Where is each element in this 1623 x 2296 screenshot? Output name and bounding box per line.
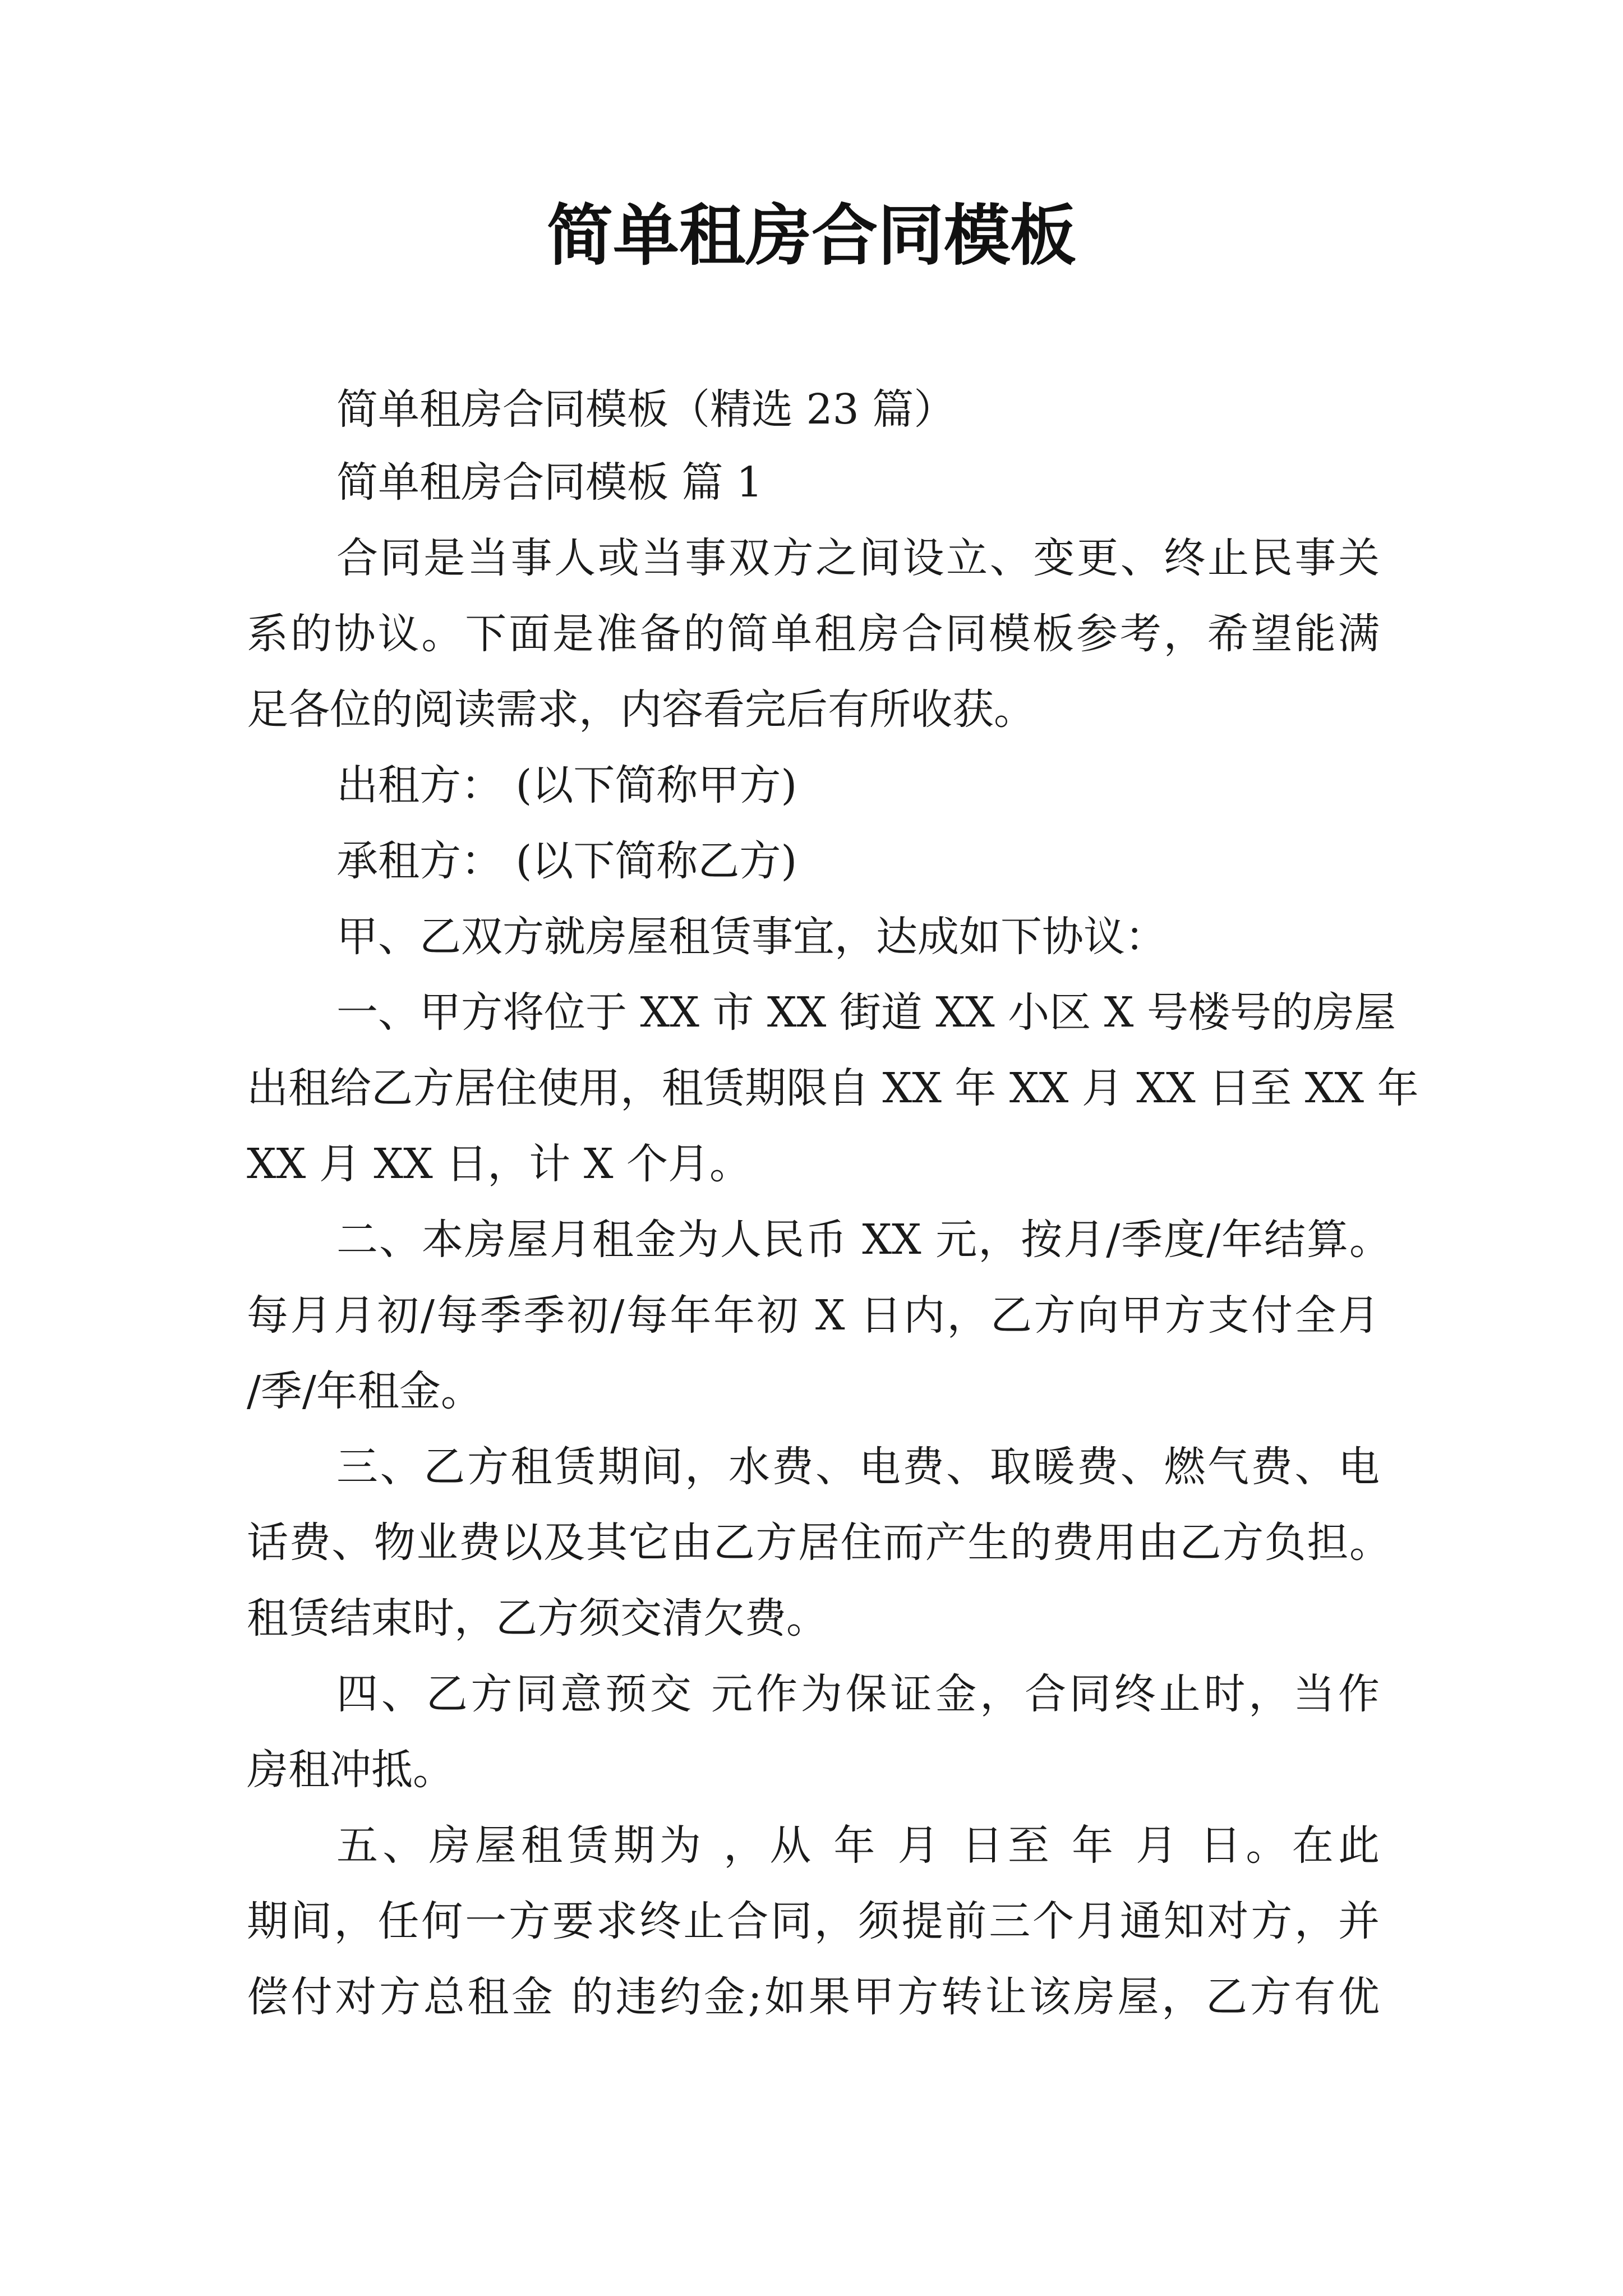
- paragraph-line: 合同是当事人或当事双方之间设立、变更、终止民事关: [336, 534, 1380, 582]
- agreement-intro: 甲、乙双方就房屋租赁事宜，达成如下协议：: [336, 913, 1166, 961]
- subtitle-line: 简单租房合同模板（精选 23 篇）: [336, 385, 956, 434]
- clause-3-line: 话费、物业费以及其它由乙方居住而产生的费用由乙方负担。: [247, 1519, 1391, 1567]
- clause-2-line: 每月月初/每季季初/每年年初 X 日内，乙方向甲方支付全月: [247, 1291, 1380, 1340]
- clause-5-line: 偿付对方总租金 的违约金;如果甲方转让该房屋，乙方有优: [247, 1973, 1380, 2021]
- clause-4-line: 四、乙方同意预交 元作为保证金，合同终止时，当作: [336, 1670, 1380, 1718]
- clause-1-line: 一、甲方将位于 XX 市 XX 街道 XX 小区 X 号楼号的房屋: [336, 988, 1396, 1037]
- clause-5-line: 期间，任何一方要求终止合同，须提前三个月通知对方，并: [247, 1897, 1380, 1945]
- clause-5-line: 五、房屋租赁期为 ，从 年 月 日至 年 月 日。在此: [336, 1821, 1380, 1870]
- section-heading: 简单租房合同模板 篇 1: [336, 458, 763, 507]
- clause-1-line: 出租给乙方居住使用，租赁期限自 XX 年 XX 月 XX 日至 XX 年: [247, 1064, 1419, 1112]
- clause-4-line: 房租冲抵。: [247, 1746, 454, 1794]
- paragraph-line: 足各位的阅读需求，内容看完后有所收获。: [247, 685, 1035, 734]
- lessor-line: 出租方： (以下简称甲方): [336, 761, 797, 809]
- document-title: 简单租房合同模板: [546, 196, 1076, 274]
- clause-3-line: 三、乙方租赁期间，水费、电费、取暖费、燃气费、电: [336, 1443, 1380, 1491]
- clause-2-line: /季/年租金。: [247, 1367, 482, 1415]
- clause-3-line: 租赁结束时，乙方须交清欠费。: [247, 1594, 828, 1642]
- clause-1-line: XX 月 XX 日，计 X 个月。: [247, 1140, 751, 1188]
- paragraph-line: 系的协议。下面是准备的简单租房合同模板参考，希望能满: [247, 610, 1380, 658]
- clause-2-line: 二、本房屋月租金为人民币 XX 元，按月/季度/年结算。: [336, 1216, 1391, 1264]
- lessee-line: 承租方： (以下简称乙方): [336, 837, 797, 885]
